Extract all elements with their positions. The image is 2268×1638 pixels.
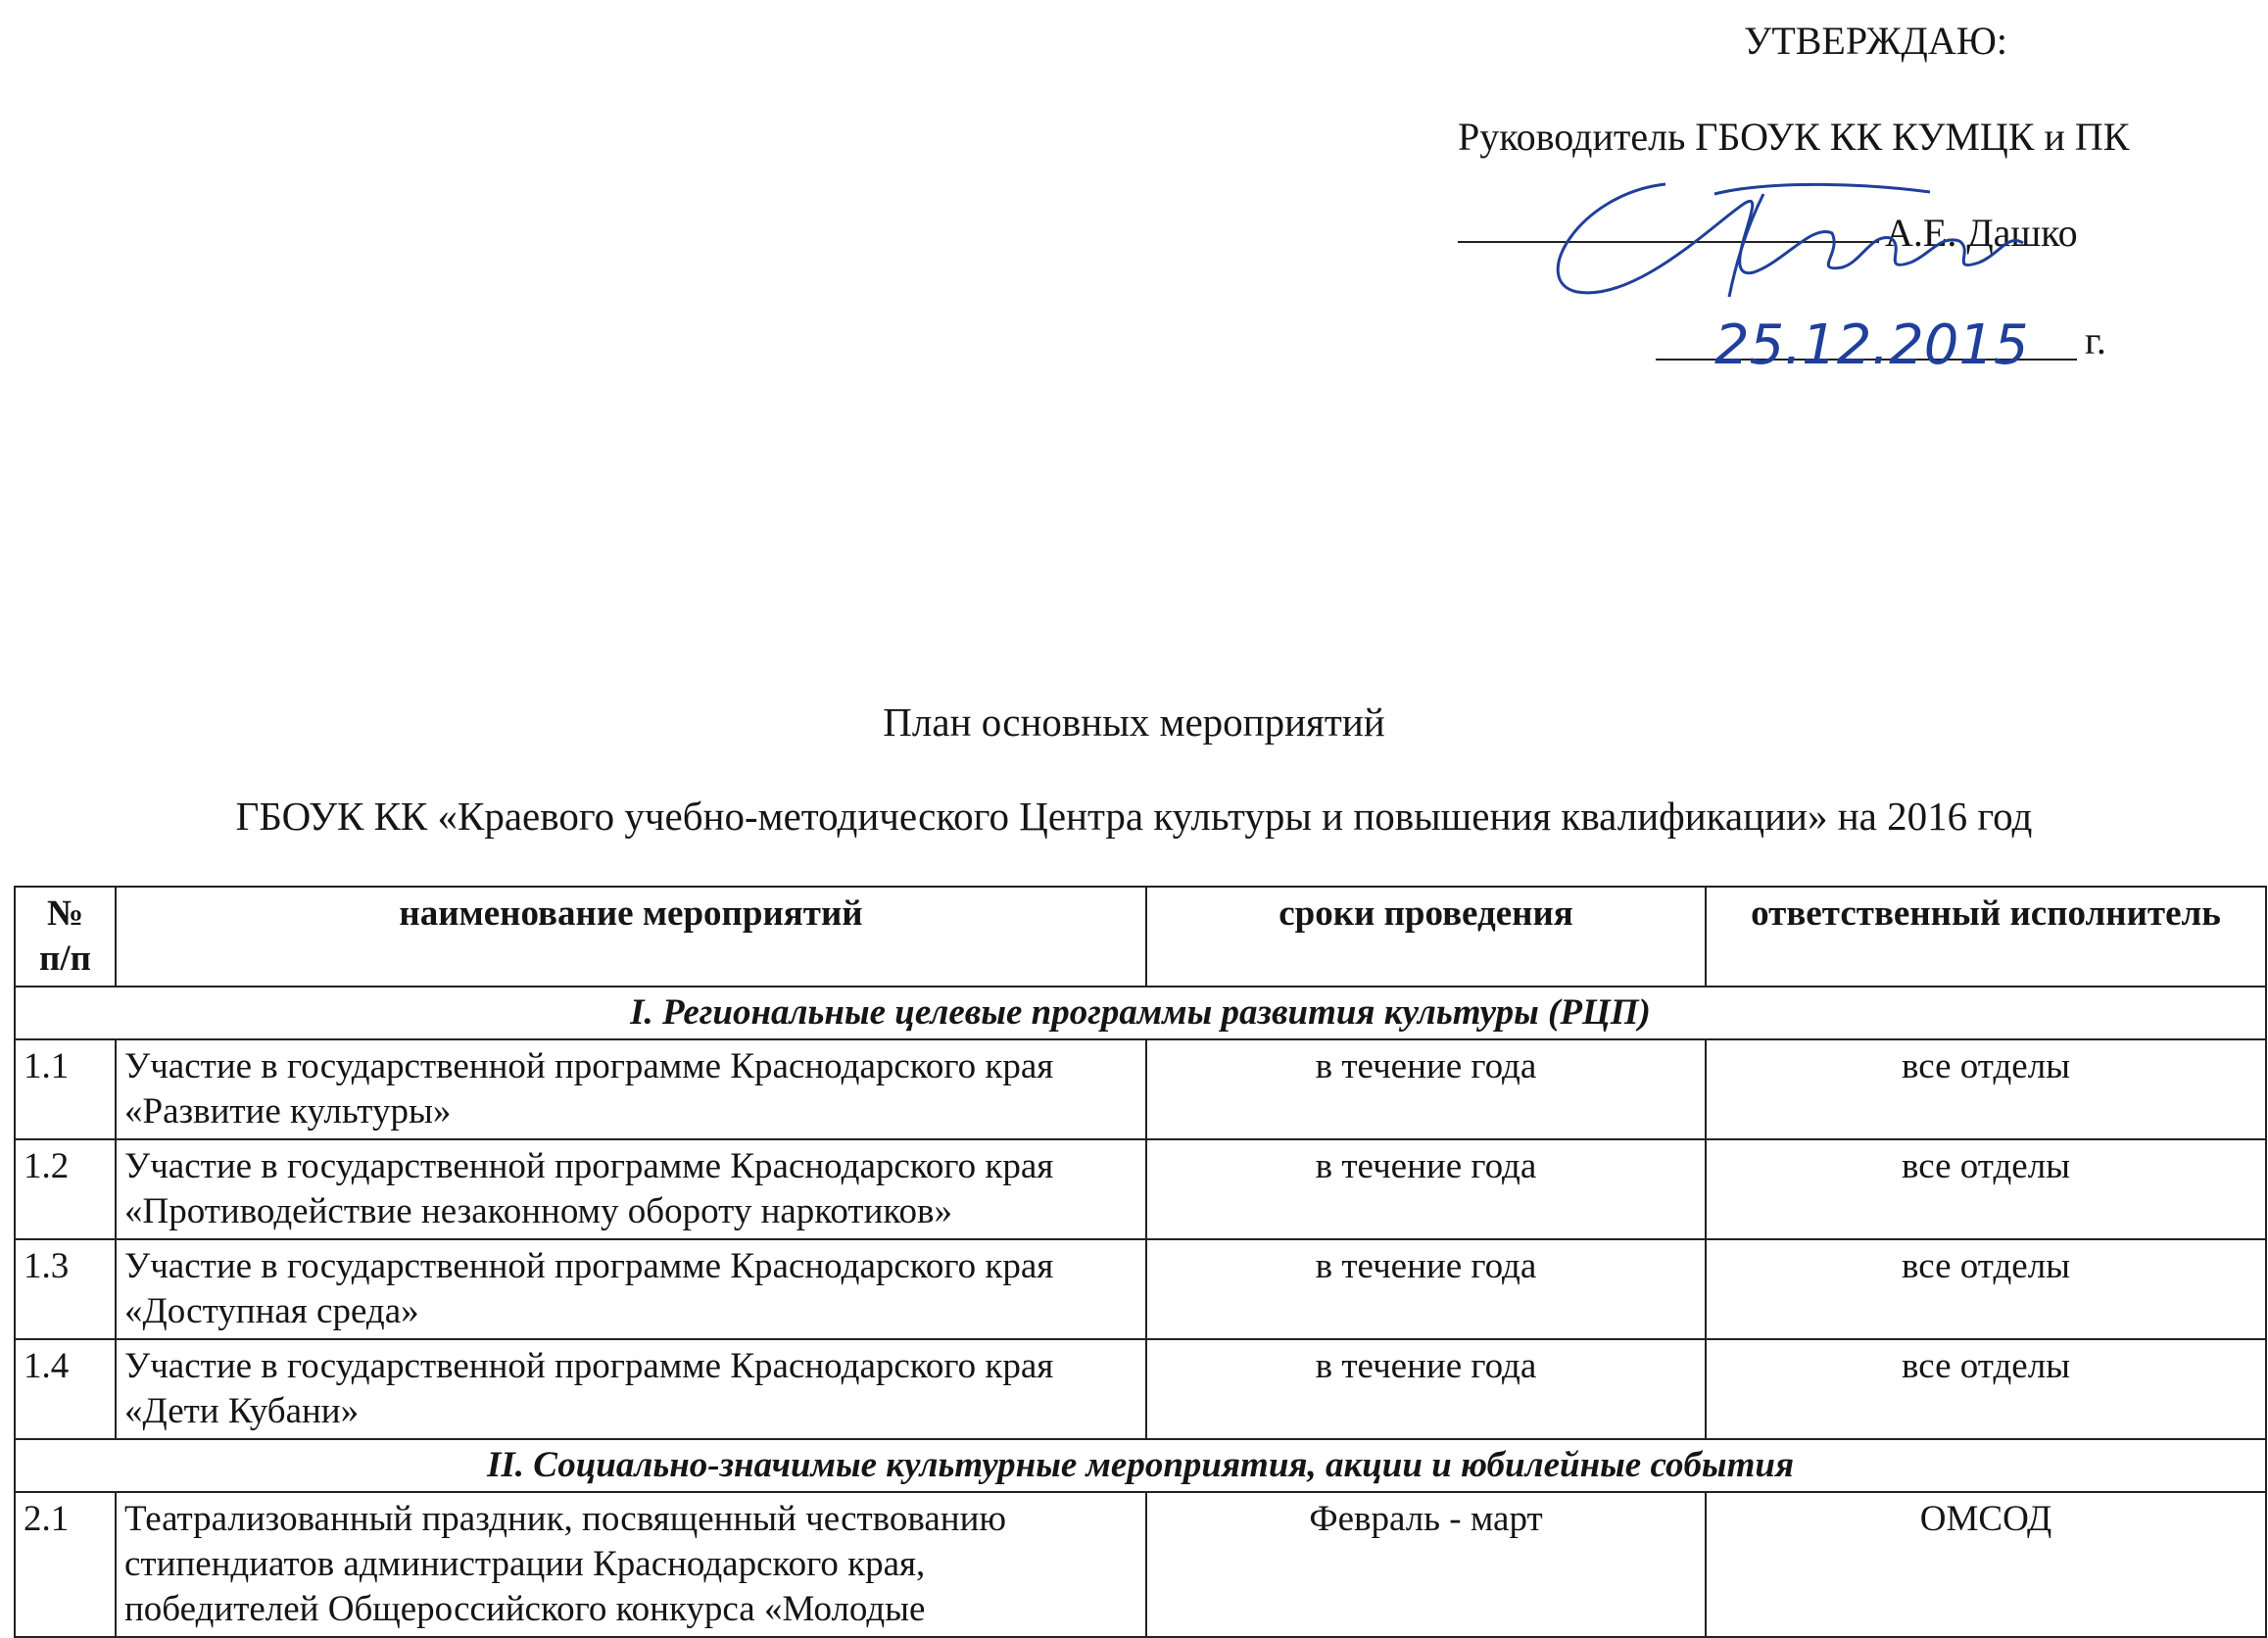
header-responsible: ответственный исполнитель — [1706, 887, 2266, 987]
row-name-line1: Участие в государственной программе Краснодарского края — [124, 1046, 1054, 1086]
table-row — [15, 1039, 2266, 1139]
row-responsible: все отделы — [1706, 1239, 2266, 1339]
row-number: 1.3 — [15, 1239, 116, 1339]
row-responsible: все отделы — [1706, 1039, 2266, 1139]
section-title: II. Социально-значимые культурные мероприятия, акции и юбилейные события — [15, 1439, 2266, 1492]
plan-table — [14, 886, 2267, 1638]
row-name-line2: стипендиатов администрации Краснодарского края, — [124, 1544, 926, 1584]
table-header-row — [15, 887, 2266, 987]
row-name-line1: Участие в государственной программе Краснодарского края — [124, 1146, 1054, 1186]
row-name-line2: «Дети Кубани» — [124, 1391, 360, 1431]
approval-role: Руководитель ГБОУК КК КУМЦК и ПК — [1458, 115, 2130, 159]
section-title: I. Региональные целевые программы развития культуры (РЦП) — [15, 987, 2266, 1039]
row-responsible: ОМСОД — [1706, 1492, 2266, 1637]
header-name: наименование мероприятий — [116, 887, 1146, 987]
handwritten-signature — [1519, 165, 2028, 312]
row-name — [116, 1492, 1146, 1637]
table-row — [15, 1239, 2266, 1339]
row-number: 1.2 — [15, 1139, 116, 1239]
row-term: в течение года — [1146, 1039, 1706, 1139]
date-suffix: г. — [2085, 318, 2106, 362]
approval-heading: УТВЕРЖДАЮ: — [1744, 19, 2007, 63]
row-name — [116, 1039, 1146, 1139]
row-name-line1: Участие в государственной программе Краснодарского края — [124, 1246, 1054, 1286]
row-name-line1: Театрализованный праздник, посвященный чествованию — [124, 1499, 1007, 1539]
handwritten-date — [1705, 310, 2116, 378]
row-number: 2.1 — [15, 1492, 116, 1637]
row-term: в течение года — [1146, 1139, 1706, 1239]
row-term: Февраль - март — [1146, 1492, 1706, 1637]
row-name-line2: «Развитие культуры» — [124, 1091, 452, 1132]
section-row — [15, 987, 2266, 1039]
table-row — [15, 1492, 2266, 1637]
section-row — [15, 1439, 2266, 1492]
row-name-line2: «Доступная среда» — [124, 1291, 419, 1331]
svg-text:25.12.2015: 25.12.2015 — [1714, 313, 2029, 377]
row-name — [116, 1239, 1146, 1339]
approval-name: А.Е. Дашко — [1885, 211, 2078, 255]
row-responsible: все отделы — [1706, 1339, 2266, 1439]
table-row — [15, 1139, 2266, 1239]
row-name-line2: «Противодействие незаконному обороту наркотиков» — [124, 1191, 952, 1231]
page-subtitle: ГБОУК КК «Краевого учебно-методического Центра культуры и повышения квалификации» на 2016 год — [235, 794, 2033, 839]
row-term: в течение года — [1146, 1239, 1706, 1339]
row-name-line3: победителей Общероссийского конкурса «Молодые — [124, 1589, 926, 1629]
page-title: План основных мероприятий — [883, 699, 1385, 745]
table-row — [15, 1339, 2266, 1439]
row-name — [116, 1339, 1146, 1439]
header-term: сроки проведения — [1146, 887, 1706, 987]
row-number: 1.4 — [15, 1339, 116, 1439]
row-name — [116, 1139, 1146, 1239]
row-responsible: все отделы — [1706, 1139, 2266, 1239]
header-number — [15, 887, 116, 987]
header-number-line2: п/п — [39, 939, 91, 979]
row-name-line1: Участие в государственной программе Краснодарского края — [124, 1346, 1054, 1386]
header-number-line1: № — [46, 893, 84, 934]
row-term: в течение года — [1146, 1339, 1706, 1439]
row-number: 1.1 — [15, 1039, 116, 1139]
